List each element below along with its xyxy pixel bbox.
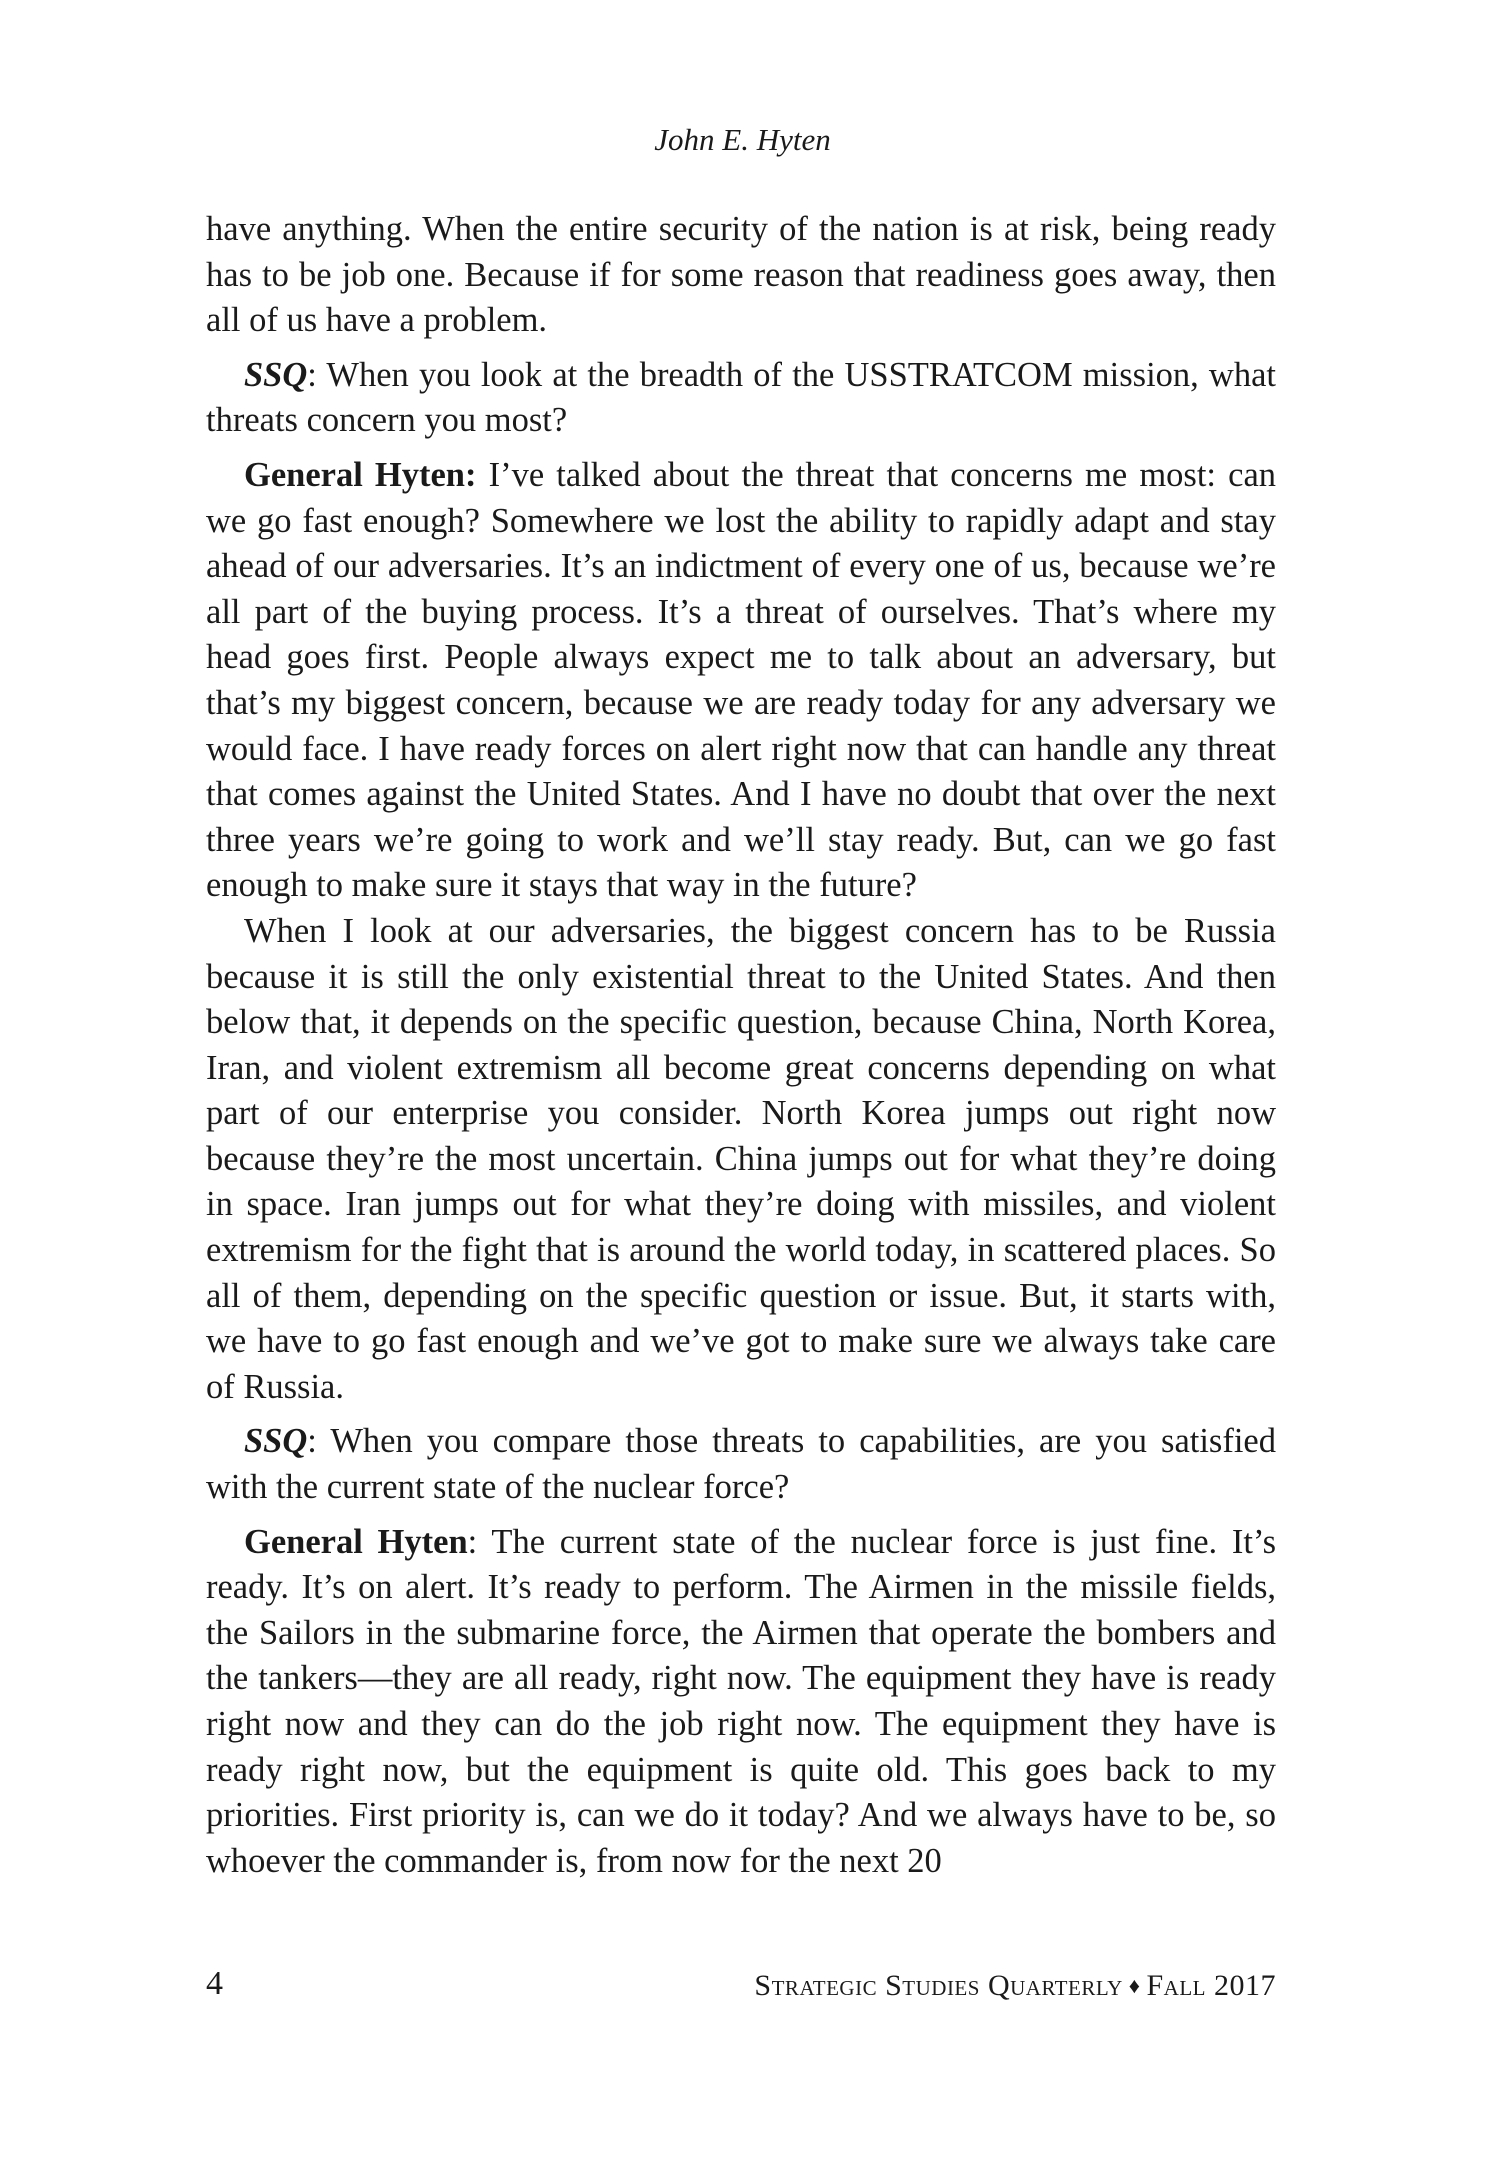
speaker-label-ssq: SSQ bbox=[244, 1422, 308, 1461]
diamond-icon: ♦ bbox=[1128, 1973, 1141, 1998]
speaker-label-hyten: General Hyten bbox=[244, 1522, 468, 1561]
paragraph-continuation bbox=[206, 207, 1276, 344]
answer-text: When I look at our adversaries, the biggest concern has to be Russia because it is still the only existential threat to the United States. And then below that, it depends on the specific question, because China, North Korea, Iran, and violent extremism all become great concerns depending on what part of our enterprise you consider. North Korea jumps out right now because they’re the most uncertain. China jumps out for what they’re doing in space. Iran jumps out for what they’re doing with missiles, and violent extremism for the fight that is around the world today, in scattered places. So all of them, depending on the specific question or issue. But, it starts with, we have to go fast enough and we’ve got to make sure we always take care of Russia. bbox=[206, 911, 1276, 1406]
paragraph-text: have anything. When the entire security of the nation is at risk, being ready has to be job one. Because if for some reason that readiness goes away, then all of us have a problem. bbox=[206, 210, 1276, 340]
question-text: : When you compare those threats to capabilities, are you satisfied with the current state of the nuclear force? bbox=[206, 1422, 1276, 1507]
journal-footer bbox=[754, 1966, 1276, 2006]
answer-hyten-2 bbox=[206, 1520, 1276, 1885]
answer-hyten-1 bbox=[206, 453, 1276, 909]
journal-title: Strategic Studies Quarterly bbox=[754, 1969, 1123, 2002]
question-text: : When you look at the breadth of the USSTRATCOM mission, what threats concern you most? bbox=[206, 355, 1276, 440]
page-number: 4 bbox=[206, 1965, 223, 2002]
speaker-label-ssq: SSQ bbox=[244, 355, 308, 394]
question-ssq-2 bbox=[206, 1419, 1276, 1510]
speaker-label-hyten: General Hyten: bbox=[244, 455, 477, 494]
answer-text: I’ve talked about the threat that concerns me most: can we go fast enough? Somewhere we lost the ability to rapidly adapt and stay ahead of our adversaries. It’s an indictment of every one of us, because we’re all part of the buying process. It’s a threat of ourselves. That’s where my head goes first. People always expect me to talk about an adversary, but that’s my biggest concern, because we are ready today for any adversary we would face. I have ready forces on alert right now that can handle any threat that comes against the United States. And I have no doubt that over the next three years we’re going to work and we’ll stay ready. But, can we go fast enough to make sure it stays that way in the future? bbox=[206, 455, 1277, 905]
running-head: John E. Hyten bbox=[654, 122, 831, 157]
answer-text: : The current state of the nuclear force is just fine. It’s ready. It’s on alert. It’s ready to perform. The Airmen in the missile fields, the Sailors in the submarine force, the Airmen that operate the bombers and the tankers—they are all ready, right now. The equipment they have is ready right now and they can do the job right now. The equipment they have is ready right now, but the equipment is quite old. This goes back to my priorities. First priority is, can we do it today? And we always have to be, so whoever the commander is, from now for the next 20 bbox=[206, 1522, 1276, 1880]
journal-issue: Fall 2017 bbox=[1146, 1969, 1276, 2002]
question-ssq-1 bbox=[206, 353, 1276, 444]
article-body bbox=[206, 207, 1276, 1884]
page-footer bbox=[206, 1964, 1276, 2008]
answer-hyten-1-continued bbox=[206, 909, 1276, 1411]
